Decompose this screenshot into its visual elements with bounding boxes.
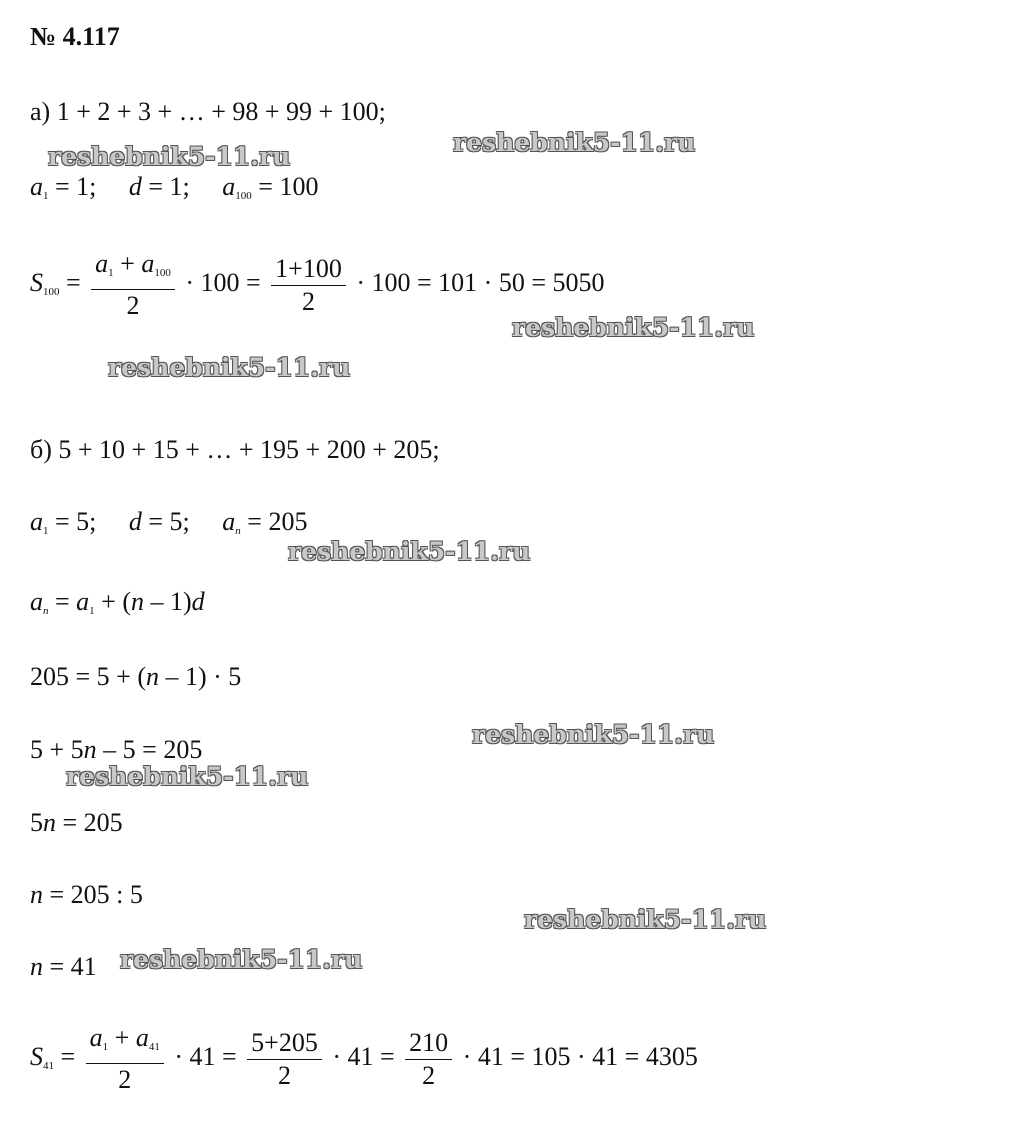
part-b-problem: б) 5 + 10 + 15 + … + 195 + 200 + 205;: [30, 435, 440, 464]
part-a-sum-formula: $S_{100}$ = $\frac{a_1 + a_{100}}{2}$ · 100 = $\frac{1+100}{2}$ · 100 = 101 · 50 = 5050: [30, 249, 605, 320]
nth-term-formula: $a_n = a_1 + (n - 1)d$: [30, 587, 205, 617]
watermark: reshebnik5-11.ru: [472, 720, 715, 749]
watermark: reshebnik5-11.ru: [453, 128, 696, 157]
fraction: $\frac{5+205}{2}$: [247, 1027, 322, 1092]
watermark: reshebnik5-11.ru: [120, 945, 363, 974]
step-3: 5n = 205: [30, 808, 123, 837]
fraction: $\frac{1+100}{2}$: [271, 253, 346, 318]
watermark: reshebnik5-11.ru: [524, 905, 767, 934]
part-a-given: $a_1 = 1$; d = 1; $a_{100} = 100$: [30, 172, 319, 202]
step-4: n = 205 : 5: [30, 880, 143, 909]
watermark: reshebnik5-11.ru: [48, 142, 291, 171]
step-2: 5 + 5n – 5 = 205: [30, 735, 203, 764]
watermark: reshebnik5-11.ru: [108, 353, 351, 382]
fraction: $\frac{a_1 + a_{41}}{2}$: [86, 1022, 164, 1096]
step-5: n = 41: [30, 952, 97, 981]
watermark: reshebnik5-11.ru: [288, 537, 531, 566]
problem-number: № 4.117: [30, 22, 120, 51]
watermark: reshebnik5-11.ru: [66, 762, 309, 791]
part-b-sum-formula: $S_{41}$ = $\frac{a_1 + a_{41}}{2}$ · 41 = $\frac{5+205}{2}$ · 41 = $\frac{210}{2}$ · 41 = 105 · 41 = 4305: [30, 1023, 698, 1094]
part-b-given: $a_1 = 5$; d = 5; $a_n = 205$: [30, 507, 308, 537]
watermark: reshebnik5-11.ru: [512, 313, 755, 342]
part-a-problem: а) 1 + 2 + 3 + … + 98 + 99 + 100;: [30, 97, 386, 126]
step-1: 205 = 5 + (n – 1) · 5: [30, 662, 242, 691]
fraction: $\frac{a_1 + a_{100}}{2}$: [91, 248, 175, 322]
fraction: $\frac{210}{2}$: [405, 1027, 452, 1092]
